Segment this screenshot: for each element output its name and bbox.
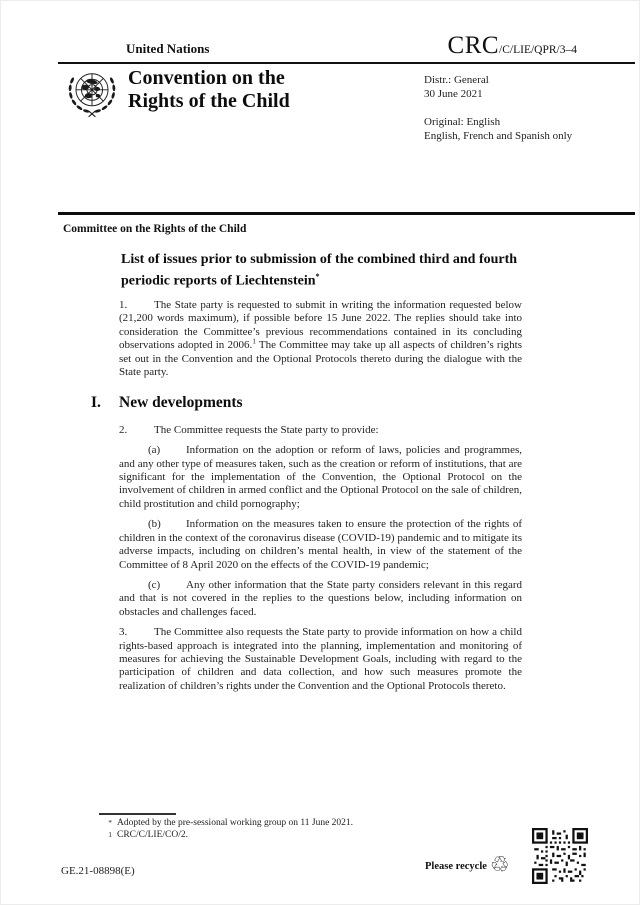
list-item-text: Any other information that the State party considers relevant in this regard and that is not covered in the replies to the questions below, including information on obstacles and challenges faced. [119,578,522,618]
please-recycle [425,855,510,877]
organization-title-line2: Rights of the Child [128,90,290,112]
document-title [121,251,521,290]
original-language-line: Original: English [424,116,501,128]
paragraph-1 [119,299,522,379]
committee-heading: Committee on the Rights of the Child [63,223,247,235]
paragraph-2 [119,424,522,437]
footnote-text: CRC/C/LIE/CO/2. [117,829,188,840]
distr-line: Distr.: General [424,74,489,86]
footnotes [98,818,528,841]
organization-title [128,67,290,113]
un-label: United Nations [126,41,210,56]
document-symbol-suffix: /C/LIE/QPR/3–4 [499,44,577,56]
header-divider [58,62,635,64]
list-item-label: (b) [148,518,161,531]
footnote-reference-1: 1 [252,336,256,346]
paragraph-number: 2. [119,423,128,436]
footnote-mark: 1 [108,829,112,839]
section-title: New developments [119,394,243,412]
date-line: 30 June 2021 [424,88,483,100]
list-item-label: (c) [148,578,161,591]
recycle-icon: ♲ [489,853,510,878]
document-symbol [448,32,577,60]
paragraph-number: 3. [119,626,128,639]
ge-number: GE.21-08898(E) [61,865,135,877]
paragraph-text: The State party is requested to submit in writing the information requested below (21,200 words maximum), if possible before 15 June 2022. The replies should take into consideration the Committee’s previous recommendations contained in its concluding observations adopted in 2006. [119,299,522,352]
section-divider [58,212,635,215]
footnote-1 [98,830,528,842]
list-item-c [119,579,522,619]
section-numeral: I. [91,394,101,412]
languages-line: English, French and Spanish only [424,130,573,142]
organization-title-line1: Convention on the [128,67,285,89]
document-symbol-main: CRC [447,32,500,59]
footnote-star [98,818,528,830]
footnote-divider [99,813,176,815]
paragraph-text: The Committee may take up all aspects of children’s rights set out in the Convention and the Optional Protocols thereto during the dialogue with the State party. [119,339,522,379]
paragraph-text: The Committee requests the State party to provide: [154,423,379,436]
paragraph-number: 1. [119,299,128,311]
document-title-text: List of issues prior to submission of the combined third and fourth periodic reports of Liechtenstein [121,252,518,289]
list-item-a [119,444,522,511]
recycle-label: Please recycle [425,861,487,872]
section-heading-new-developments [91,394,522,412]
footnote-mark: * [108,818,112,827]
list-item-text: Information on the adoption or reform of laws, policies and programmes, and any other type of measures taken, such as the creation or reform of institutions, that are significant for the implementation of the Convention, the Optional Protocol on the involvement of children in armed conflict and the Optional Protocol on the sale of children, child prostitution and child pornography; [119,444,522,510]
document-meta [424,73,572,143]
list-item-b [119,518,522,572]
paragraph-3 [119,626,522,693]
un-emblem-icon [65,65,119,125]
document-body [91,299,522,700]
footnote-text: Adopted by the pre-sessional working group on 11 June 2021. [117,818,354,828]
title-footnote-mark: * [315,272,320,281]
list-item-label: (a) [148,444,161,457]
paragraph-text: The Committee also requests the State party to provide information on how a child rights-based approach is integrated into the planning, implementation and monitoring of measures for achieving the Sustainable Development Goals, including with regard to the participation of children and data collection, and how such measures promote the realization of children’s rights under the Convention and the Optional Protocols thereto. [119,626,522,692]
list-item-text: Information on the measures taken to ensure the protection of the rights of children in the context of the coronavirus disease (COVID-19) pandemic and to mitigate its adverse impacts, including on children’s mental health, in view of the statement of the Committee of 8 April 2020 on the effects of the COVID-19 pandemic; [119,518,522,571]
qr-code [531,828,589,884]
